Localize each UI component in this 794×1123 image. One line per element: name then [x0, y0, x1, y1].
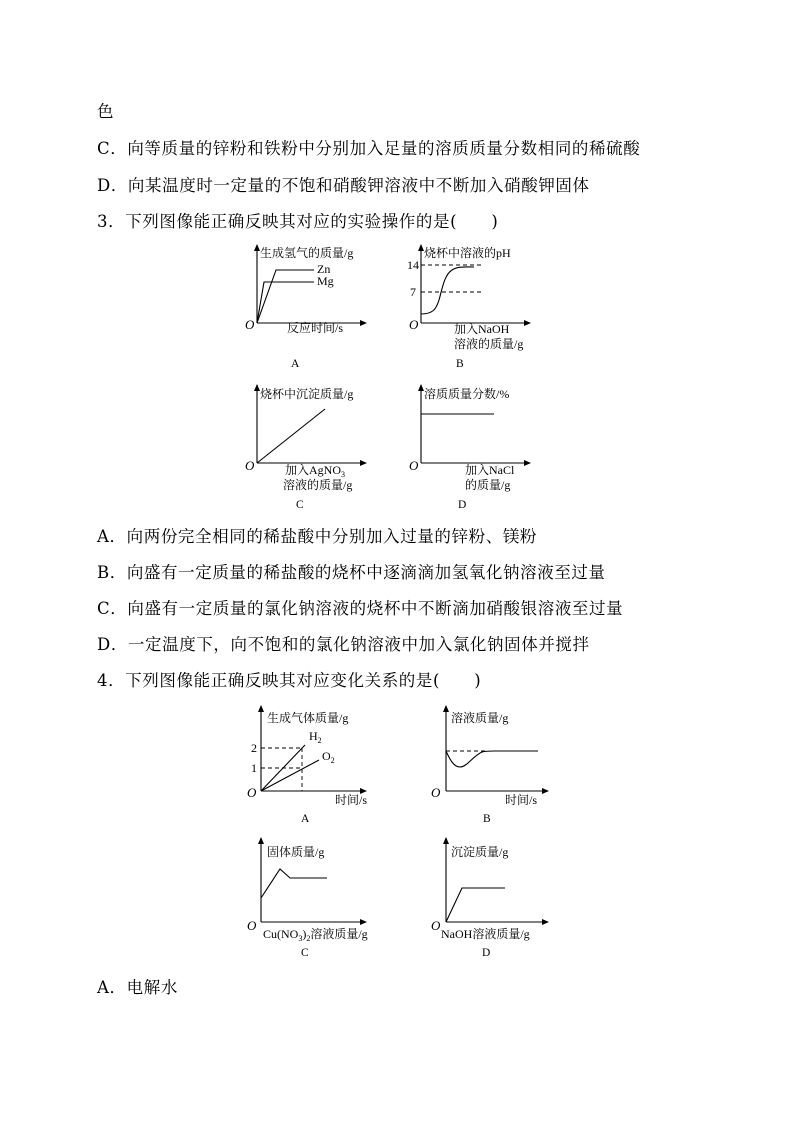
q3b-ph-curve	[421, 267, 474, 314]
text-line-3: D．向某温度时一定量的不饱和硝酸钾溶液中不断加入硝酸钾固体	[97, 176, 590, 195]
q4b-y-label: 溶液质量/g	[451, 711, 509, 725]
q4d-y-label: 沉淀质量/g	[451, 845, 509, 859]
q4a-line-o2	[261, 760, 319, 791]
q3d-origin: O	[409, 458, 419, 473]
question-3-option-b: B．向盛有一定质量的稀盐酸的烧杯中逐滴滴加氢氧化钠溶液至过量	[97, 563, 606, 582]
q4c-y-label: 固体质量/g	[267, 845, 325, 859]
q3d-x-label-1: 加入NaCl	[465, 463, 515, 477]
q3b-tick-7: 7	[410, 285, 416, 299]
q3b-caption: B	[456, 358, 464, 370]
q3a-line-mg	[257, 282, 314, 323]
q4a-tick-2: 2	[251, 741, 257, 755]
q3a-caption: A	[291, 358, 300, 370]
q3a-y-label: 生成氢气的质量/g	[260, 246, 354, 260]
q4a-series-o2: $O_2$	[322, 749, 335, 765]
question-3-option-c: C．向盛有一定质量的氯化钠溶液的烧杯中不断滴加硝酸银溶液至过量	[97, 599, 624, 618]
q3c-caption: C	[296, 499, 304, 511]
q3c-x-label-1: 加入AgNO$_3$	[285, 463, 345, 479]
question-3-stem: 3．下列图像能正确反映其对应的实验操作的是( )	[97, 212, 499, 231]
q3d-caption: D	[458, 499, 467, 511]
q3d-y-label: 溶质质量分数/%	[424, 387, 510, 401]
q4d-precipitate-curve	[446, 888, 505, 922]
question-3-option-a: A．向两份完全相同的稀盐酸中分别加入过量的锌粉、镁粉	[97, 527, 538, 546]
q3-chart-b	[407, 245, 530, 370]
q4a-series-h2: $H_2$	[309, 729, 322, 745]
q4-chart-a	[247, 706, 367, 825]
q3c-origin: O	[245, 458, 255, 473]
text-line-2: C．向等质量的锌粉和铁粉中分别加入足量的溶质质量分数相同的稀硫酸	[97, 139, 641, 158]
question-4-stem: 4．下列图像能正确反映其对应变化关系的是( )	[97, 671, 482, 690]
q4b-x-label: 时间/s	[505, 793, 538, 807]
q4a-caption: A	[301, 813, 310, 825]
q3-chart-c	[245, 385, 366, 511]
q4c-solid-curve	[261, 869, 327, 898]
q3a-series-zn: Zn	[317, 262, 331, 276]
q4b-caption: B	[483, 813, 491, 825]
q4-chart-b	[431, 706, 548, 825]
q4c-caption: C	[301, 947, 309, 959]
q3c-y-label: 烧杯中沉淀质量/g	[260, 387, 354, 401]
q4-chart-d	[431, 838, 548, 959]
q3d-x-label-2: 的质量/g	[465, 478, 511, 492]
q4a-y-label: 生成气体质量/g	[267, 711, 349, 725]
q3-chart-d	[409, 385, 530, 511]
q3a-x-label: 反应时间/s	[287, 321, 344, 335]
q4-chart-c	[247, 838, 368, 959]
q4d-caption: D	[482, 947, 491, 959]
question-3-option-d: D．一定温度下，向不饱和的氯化钠溶液中加入氯化钠固体并搅拌	[97, 635, 590, 654]
q3c-x-label-2: 溶液的质量/g	[283, 478, 353, 492]
q3b-y-label: 烧杯中溶液的pH	[424, 246, 511, 260]
q4d-origin: O	[431, 918, 441, 933]
q3b-origin: O	[409, 317, 419, 332]
q4c-origin: O	[247, 918, 257, 933]
q3a-series-mg: Mg	[317, 274, 334, 288]
q4c-x-label: $Cu(NO_3)_2$溶液质量/g	[263, 927, 368, 943]
q4a-x-label: 时间/s	[335, 793, 368, 807]
q3b-x-label-1: 加入NaOH	[454, 322, 510, 336]
q3-chart-a	[245, 245, 366, 370]
text-line-1: 色	[97, 102, 115, 121]
q4b-solution-curve	[446, 751, 538, 767]
question-4-option-a: A．电解水	[97, 978, 178, 997]
q4a-tick-1: 1	[251, 761, 257, 775]
q3a-line-zn	[257, 270, 314, 323]
q4b-origin: O	[431, 785, 441, 800]
q3b-x-label-2: 溶液的质量/g	[454, 337, 524, 351]
q3c-precipitate-line	[257, 409, 325, 463]
q3b-tick-14: 14	[407, 258, 419, 272]
q4a-origin: O	[247, 785, 257, 800]
q4d-x-label: NaOH溶液质量/g	[441, 927, 530, 941]
q3a-origin: O	[245, 317, 255, 332]
